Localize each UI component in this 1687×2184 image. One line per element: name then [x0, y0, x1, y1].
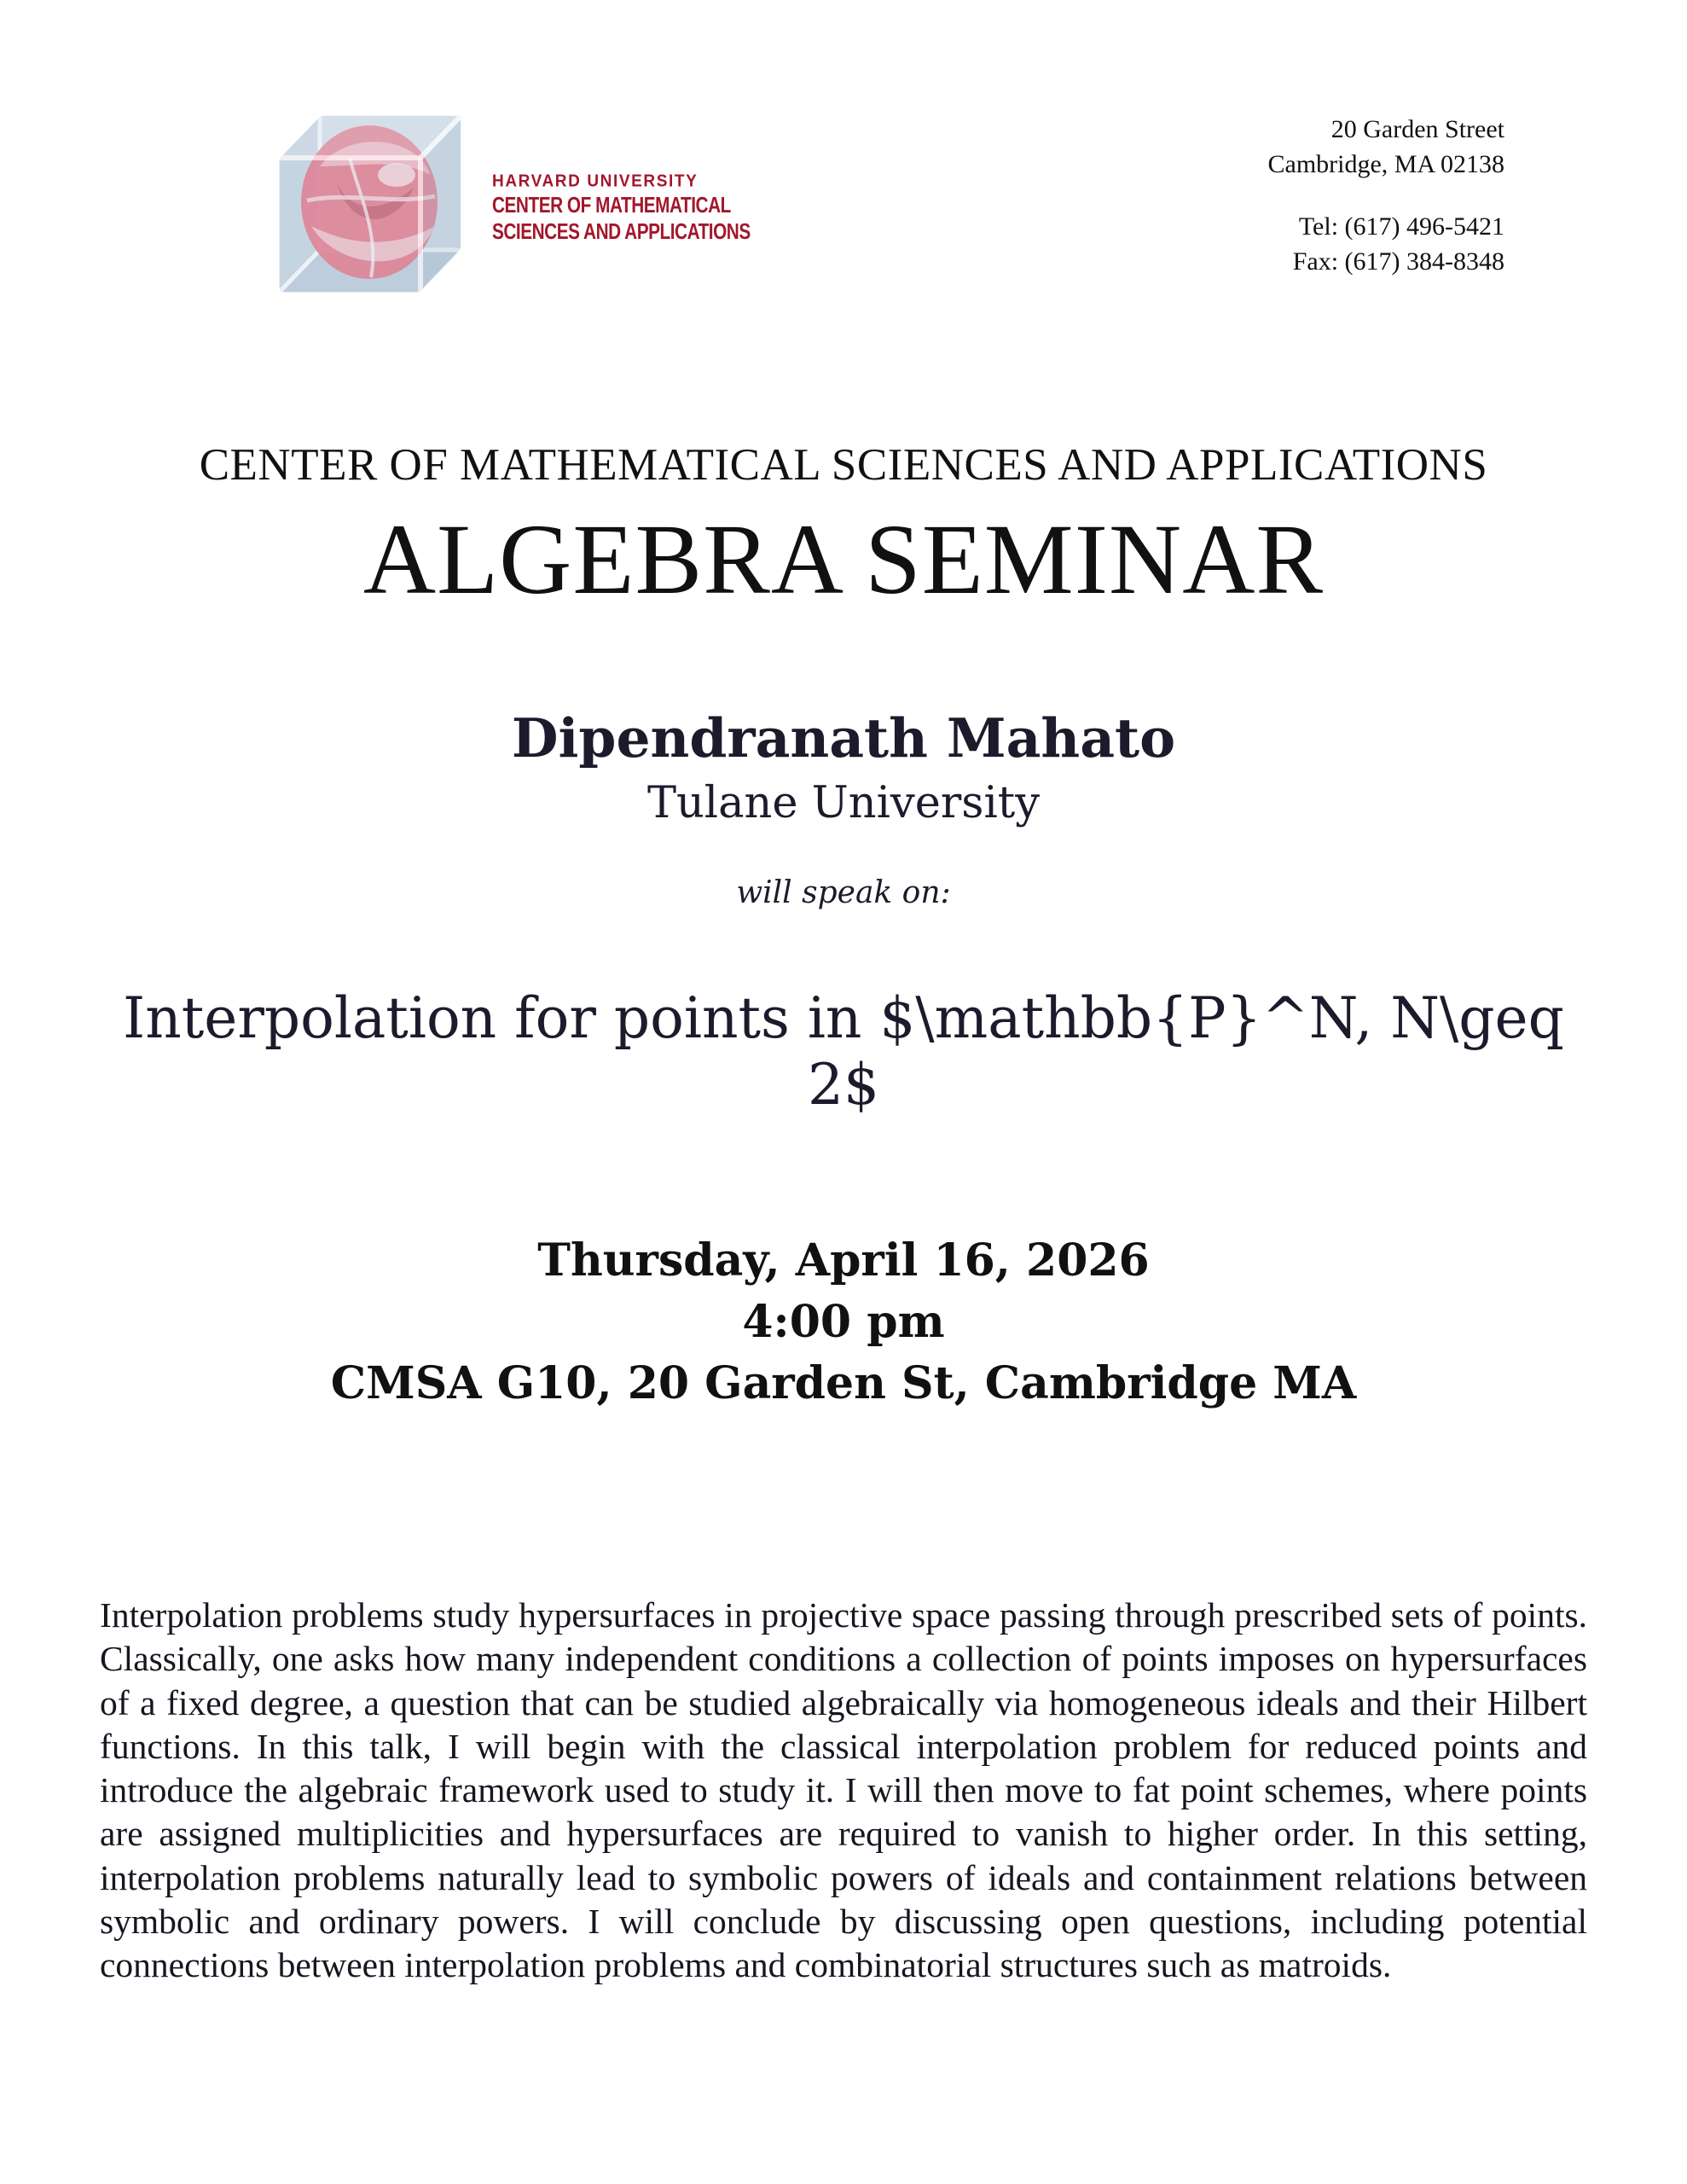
event-date: Thursday, April 16, 2026 [537, 1234, 1150, 1287]
logo-line-harvard: HARVARD UNIVERSITY [492, 171, 699, 191]
cmsa-logo-icon [269, 107, 473, 311]
address-street: 20 Garden Street [1330, 115, 1504, 143]
logo-line-center: CENTER OF MATHEMATICAL [492, 192, 731, 218]
center-name: CENTER OF MATHEMATICAL SCIENCES AND APPLICATIONS [199, 440, 1488, 490]
address-block [1268, 112, 1505, 279]
address-tel: Tel: (617) 496-5421 [1298, 212, 1504, 241]
event-details [0, 1230, 1687, 1414]
logo-line-sciences: SCIENCES AND APPLICATIONS [492, 218, 751, 244]
seminar-title: ALGEBRA SEMINAR [362, 503, 1325, 615]
speaker-affiliation: Tulane University [646, 778, 1041, 828]
talk-title [85, 985, 1602, 1118]
cmsa-logo-text [492, 173, 815, 242]
speaker-name: Dipendranath Mahato [511, 706, 1176, 770]
abstract-text: Interpolation problems study hypersurfaces in projective space passing through prescribed sets of points. Classically, one asks how many independent conditions a collection of points imposes on hypersurfaces of a fixed degree, a question that can be studied algebraically via homogeneous ideals and their Hilbert functions. In this talk, I will begin with the classical interpolation problem for reduced points and introduce the algebraic framework used to study it. I will then move to fat point schemes, where points are assigned multiplicities and hypersurfaces are required to vanish to higher order. In this setting, interpolation problems naturally lead to symbolic powers of ideals and containment relations between symbolic and ordinary powers. I will conclude by discussing open questions, including potential connections between interpolation problems and combinatorial structures such as matroids. [100, 1595, 1587, 1985]
talk-title-line-1: Interpolation for points in $\mathbb{P}^N, N\geq [123, 985, 1564, 1051]
event-time: 4:00 pm [742, 1296, 945, 1348]
event-location: CMSA G10, 20 Garden St, Cambridge MA [330, 1357, 1357, 1409]
address-fax: Fax: (617) 384-8348 [1292, 247, 1504, 276]
will-speak-label: will speak on: [736, 875, 951, 910]
talk-title-line-2: 2$ [808, 1052, 879, 1118]
address-city: Cambridge, MA 02138 [1267, 150, 1504, 178]
